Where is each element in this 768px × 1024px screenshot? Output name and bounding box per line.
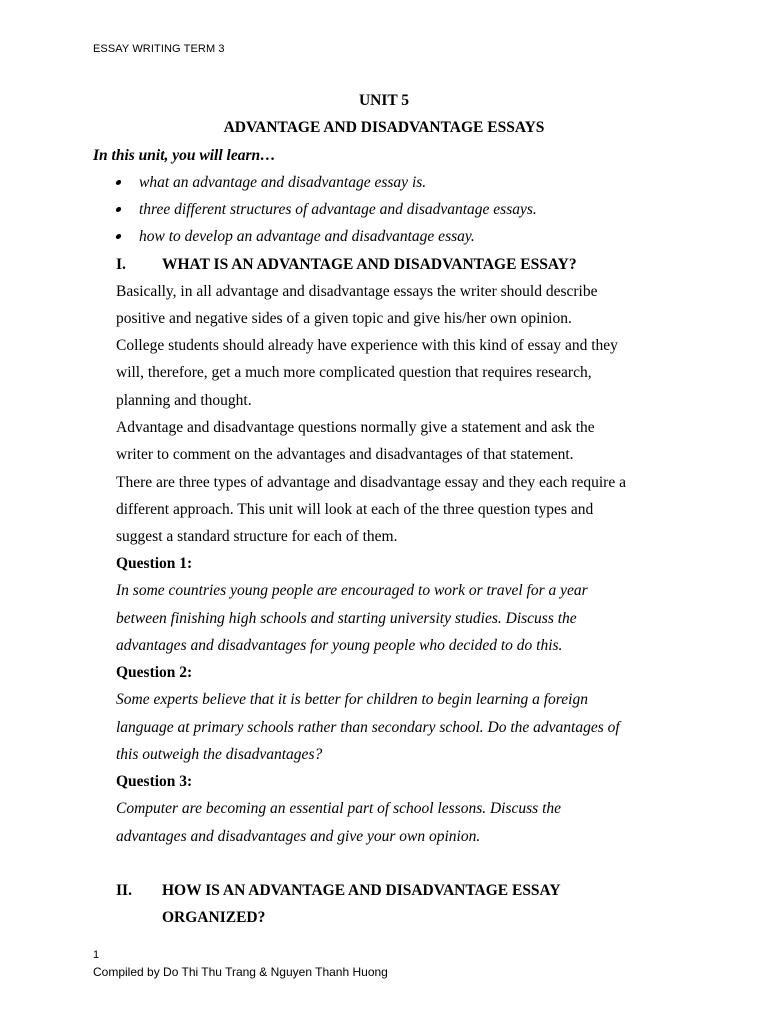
page-header: ESSAY WRITING TERM 3 [93, 43, 225, 55]
question-text: advantages and disadvantages and give your own opinion. [116, 828, 481, 845]
body-line: planning and thought. [116, 392, 252, 409]
bullet-icon [116, 234, 122, 240]
section1-title: WHAT IS AN ADVANTAGE AND DISADVANTAGE ESSAY? [162, 256, 577, 273]
document-heading: ADVANTAGE AND DISADVANTAGE ESSAYS [223, 119, 545, 136]
page-footer: Compiled by Do Thi Thu Trang & Nguyen Thanh Huong [93, 965, 388, 979]
body-line: positive and negative sides of a given topic and give his/her own opinion. [116, 310, 572, 327]
bullet-icon [116, 207, 122, 213]
body-line: College students should already have experience with this kind of essay and they [116, 337, 618, 354]
question-text: Some experts believe that it is better for children to begin learning a foreign [116, 691, 588, 708]
body-line: suggest a standard structure for each of them. [116, 528, 398, 545]
body-line: writer to comment on the advantages and disadvantages of that statement. [116, 446, 574, 463]
bullet-item: three different structures of advantage and disadvantage essays. [139, 201, 537, 218]
body-line: Advantage and disadvantage questions normally give a statement and ask the [116, 419, 595, 436]
bullet-icon [116, 180, 122, 186]
body-line: will, therefore, get a much more complicated question that requires research, [116, 364, 592, 381]
section1-number: I. [116, 256, 126, 273]
intro-lead: In this unit, you will learn… [93, 147, 276, 164]
body-line: different approach. This unit will look at each of the three question types and [116, 501, 594, 518]
question-text: In some countries young people are encouraged to work or travel for a year [116, 582, 588, 599]
body-line: There are three types of advantage and disadvantage essay and they each require a [116, 474, 626, 491]
question-text: between finishing high schools and starting university studies. Discuss the [116, 610, 577, 627]
question-text: advantages and disadvantages for young people who decided to do this. [116, 637, 563, 654]
question-text: this outweigh the disadvantages? [116, 746, 323, 763]
section2-title-continued: ORGANIZED? [162, 909, 266, 926]
page-number: 1 [93, 949, 100, 961]
unit-title: UNIT 5 [358, 92, 410, 109]
bullet-item: what an advantage and disadvantage essay is. [139, 174, 427, 191]
question-label: Question 1: [116, 555, 193, 572]
bullet-item: how to develop an advantage and disadvantage essay. [139, 228, 475, 245]
section2-number: II. [116, 882, 132, 899]
question-label: Question 3: [116, 773, 193, 790]
question-label: Question 2: [116, 664, 193, 681]
body-line: Basically, in all advantage and disadvantage essays the writer should describe [116, 283, 598, 300]
question-text: Computer are becoming an essential part of school lessons. Discuss the [116, 800, 562, 817]
question-text: language at primary schools rather than secondary school. Do the advantages of [116, 719, 620, 736]
section2-title: HOW IS AN ADVANTAGE AND DISADVANTAGE ESSAY [162, 882, 561, 899]
